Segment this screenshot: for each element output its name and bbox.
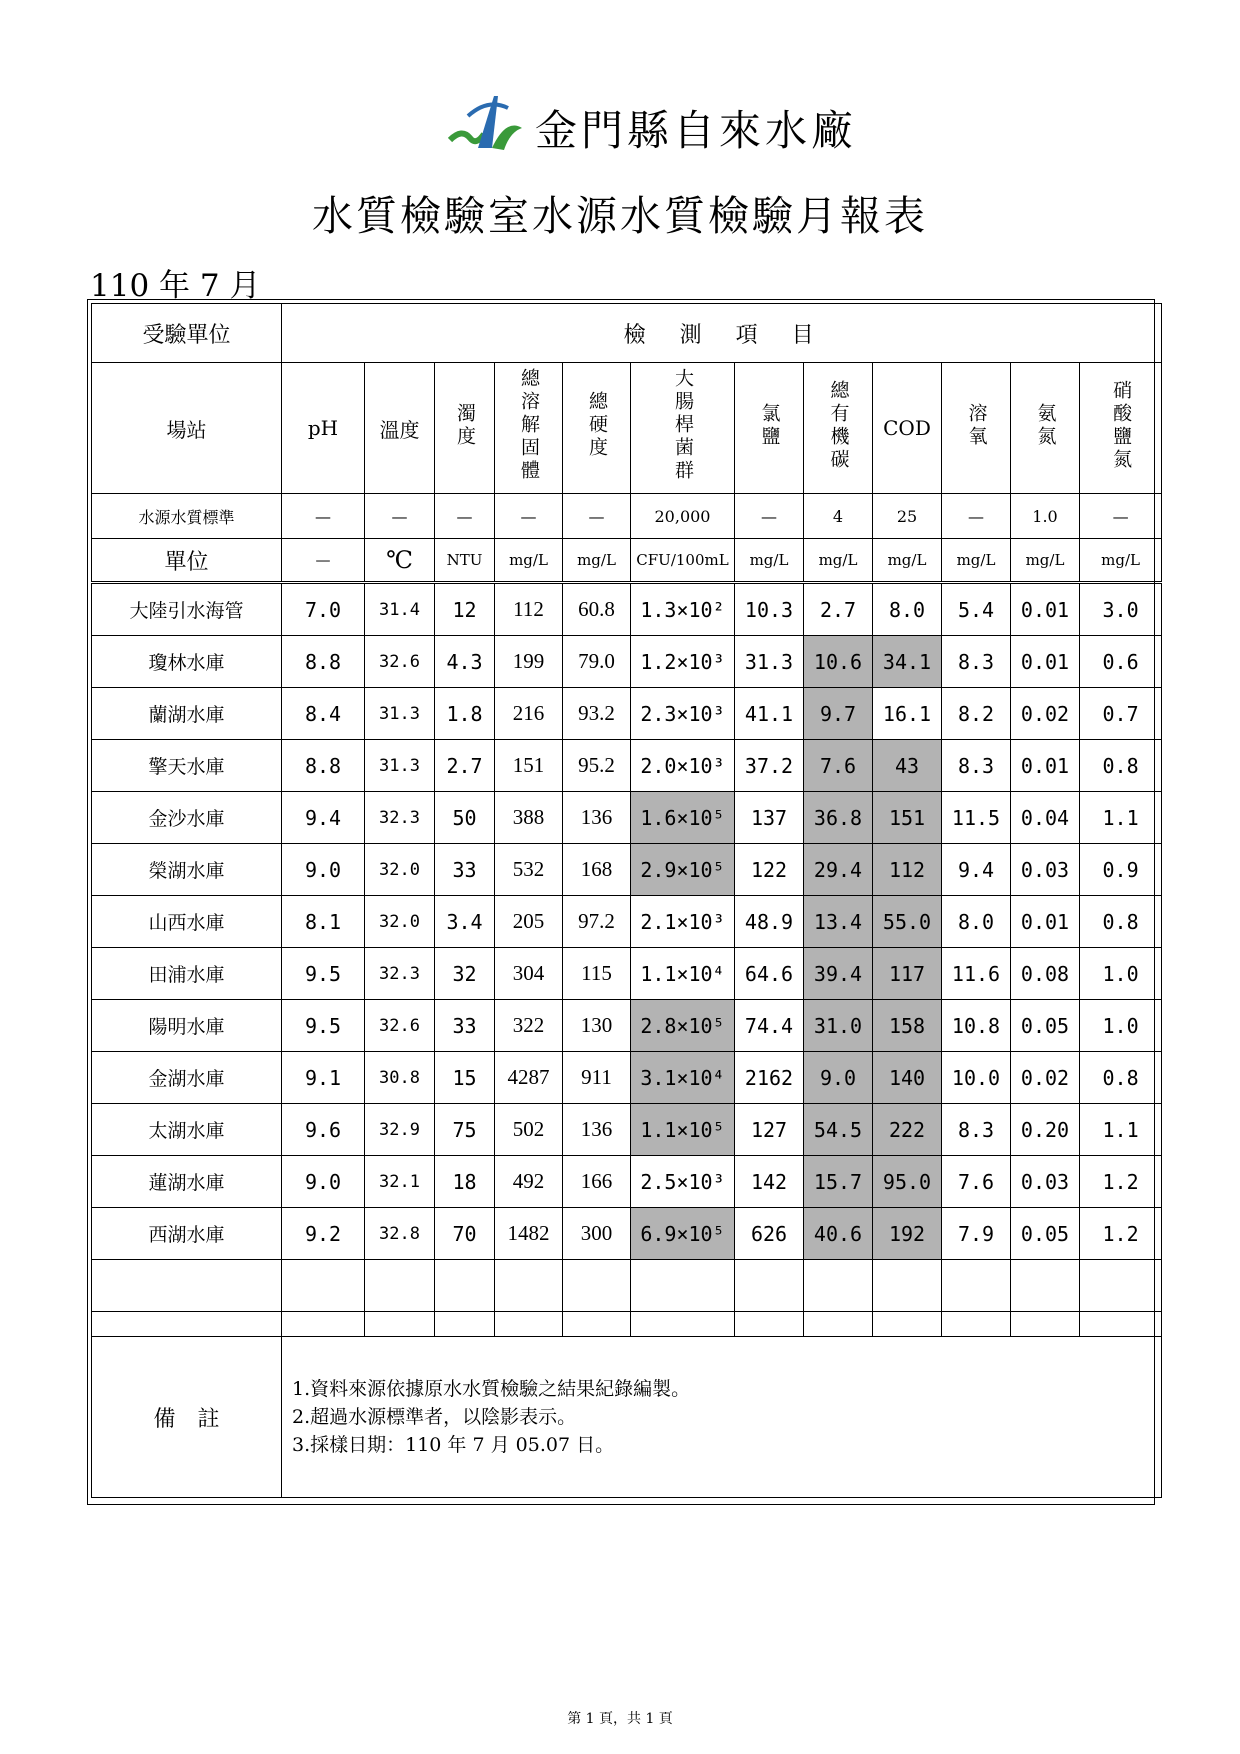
measurement-cell: 1.1	[1080, 792, 1162, 844]
unit-label: 受驗單位	[92, 304, 282, 363]
standard-label: 水源水質標準	[92, 494, 282, 539]
measurement-cell: 3.1×10⁴	[631, 1052, 735, 1104]
measurement-cell: 8.8	[282, 636, 365, 688]
site-name: 蓮湖水庫	[92, 1156, 282, 1208]
measurement-cell: 9.7	[804, 688, 873, 740]
table-row	[92, 1208, 1162, 1260]
column-header: pH	[282, 363, 365, 494]
measurement-cell: 10.3	[735, 583, 804, 636]
measurement-cell: 140	[873, 1052, 942, 1104]
measurement-cell: 1.6×10⁵	[631, 792, 735, 844]
measurement-cell: 388	[495, 792, 563, 844]
measurement-cell: 8.0	[942, 896, 1011, 948]
measurement-cell: 2.8×10⁵	[631, 1000, 735, 1052]
measurement-cell: 95.2	[563, 740, 631, 792]
measurement-cell: 8.8	[282, 740, 365, 792]
column-header: 總硬度	[563, 363, 631, 494]
measurement-cell: 322	[495, 1000, 563, 1052]
measurement-cell: 0.6	[1080, 636, 1162, 688]
measurement-cell: 75	[435, 1104, 495, 1156]
note-line: 3.採樣日期：110 年 7 月 05.07 日。	[292, 1434, 615, 1456]
measurement-cell: 54.5	[804, 1104, 873, 1156]
measurement-cell: 32.0	[365, 844, 435, 896]
measurement-cell: 10.0	[942, 1052, 1011, 1104]
measurement-cell: 1.2×10³	[631, 636, 735, 688]
measurement-cell: 9.2	[282, 1208, 365, 1260]
measurement-cell: 70	[435, 1208, 495, 1260]
measurement-cell: 8.2	[942, 688, 1011, 740]
empty-cell	[495, 1312, 563, 1337]
unit-value: NTU	[435, 539, 495, 583]
site-name: 瓊林水庫	[92, 636, 282, 688]
measurement-cell: 36.8	[804, 792, 873, 844]
empty-cell	[365, 1260, 435, 1312]
measurement-cell: 0.03	[1011, 1156, 1080, 1208]
site-name: 陽明水庫	[92, 1000, 282, 1052]
measurement-cell: 492	[495, 1156, 563, 1208]
measurement-cell: 55.0	[873, 896, 942, 948]
measurement-cell: 168	[563, 844, 631, 896]
empty-cell	[873, 1312, 942, 1337]
table-row	[92, 1104, 1162, 1156]
empty-cell	[282, 1312, 365, 1337]
empty-cell	[735, 1312, 804, 1337]
site-name: 山西水庫	[92, 896, 282, 948]
site-name: 擎天水庫	[92, 740, 282, 792]
page-footer: 第 1 頁，共 1 頁	[567, 1711, 673, 1727]
measurement-cell: 112	[873, 844, 942, 896]
standard-value: —	[735, 494, 804, 539]
measurement-cell: 2.3×10³	[631, 688, 735, 740]
measurement-cell: 3.4	[435, 896, 495, 948]
table-row	[92, 740, 1162, 792]
empty-cell	[563, 1312, 631, 1337]
measurement-cell: 7.0	[282, 583, 365, 636]
measurement-cell: 8.3	[942, 1104, 1011, 1156]
report-title: 水質檢驗室水源水質檢驗月報表	[312, 192, 928, 240]
measurement-cell: 9.6	[282, 1104, 365, 1156]
measurement-cell: 136	[563, 792, 631, 844]
note-line: 2.超過水源標準者，以陰影表示。	[292, 1406, 577, 1428]
measurement-cell: 532	[495, 844, 563, 896]
empty-cell	[495, 1260, 563, 1312]
column-header: 總有機碳	[804, 363, 873, 494]
unit-value: mg/L	[563, 539, 631, 583]
measurement-cell: 0.01	[1011, 896, 1080, 948]
unit-value: ℃	[365, 539, 435, 583]
measurement-cell: 137	[735, 792, 804, 844]
empty-cell	[1080, 1312, 1162, 1337]
site-name: 大陸引水海管	[92, 583, 282, 636]
empty-row	[92, 1312, 1162, 1337]
site-label: 場站	[92, 363, 282, 494]
empty-cell	[804, 1312, 873, 1337]
standard-value: —	[942, 494, 1011, 539]
measurement-cell: 205	[495, 896, 563, 948]
standard-value: —	[365, 494, 435, 539]
measurement-cell: 32.9	[365, 1104, 435, 1156]
empty-cell	[92, 1312, 282, 1337]
measurement-cell: 64.6	[735, 948, 804, 1000]
measurement-cell: 9.1	[282, 1052, 365, 1104]
measurement-cell: 304	[495, 948, 563, 1000]
column-header: 總溶解固體	[495, 363, 563, 494]
measurement-cell: 1.0	[1080, 1000, 1162, 1052]
notes-content	[282, 1337, 1162, 1498]
measurement-cell: 626	[735, 1208, 804, 1260]
measurement-cell: 0.7	[1080, 688, 1162, 740]
empty-cell	[1011, 1260, 1080, 1312]
table-row	[92, 1156, 1162, 1208]
water-quality-table	[91, 303, 1162, 1498]
standard-value: —	[495, 494, 563, 539]
column-header: 氨氮	[1011, 363, 1080, 494]
report-month: 110 年 7 月	[90, 268, 261, 304]
measurement-cell: 60.8	[563, 583, 631, 636]
measurement-cell: 30.8	[365, 1052, 435, 1104]
measurement-cell: 199	[495, 636, 563, 688]
measurement-cell: 4287	[495, 1052, 563, 1104]
measurement-cell: 32.1	[365, 1156, 435, 1208]
measurement-cell: 0.02	[1011, 688, 1080, 740]
measurement-cell: 0.04	[1011, 792, 1080, 844]
empty-cell	[1080, 1260, 1162, 1312]
measurement-cell: 33	[435, 844, 495, 896]
unit-value: mg/L	[942, 539, 1011, 583]
table-row	[92, 1052, 1162, 1104]
measurement-cell: 115	[563, 948, 631, 1000]
empty-cell	[435, 1260, 495, 1312]
table-row	[92, 1000, 1162, 1052]
measurement-cell: 32.3	[365, 948, 435, 1000]
column-header: 氯鹽	[735, 363, 804, 494]
note-line: 1.資料來源依據原水水質檢驗之結果紀錄編製。	[292, 1378, 691, 1400]
logo-text: 金門縣自來水廠	[535, 106, 858, 155]
measurement-cell: 122	[735, 844, 804, 896]
logo-mark-icon	[448, 88, 534, 160]
notes-row	[92, 1337, 1162, 1498]
column-header: 溶氧	[942, 363, 1011, 494]
measurement-cell: 1.2	[1080, 1208, 1162, 1260]
measurement-cell: 97.2	[563, 896, 631, 948]
measurement-cell: 3.0	[1080, 583, 1162, 636]
measurement-cell: 2.1×10³	[631, 896, 735, 948]
table-row	[92, 844, 1162, 896]
measurement-cell: 1.1×10⁵	[631, 1104, 735, 1156]
unit-value: CFU/100mL	[631, 539, 735, 583]
standard-value: —	[435, 494, 495, 539]
measurement-cell: 13.4	[804, 896, 873, 948]
standard-value: 20,000	[631, 494, 735, 539]
measurement-cell: 0.20	[1011, 1104, 1080, 1156]
measurement-cell: 0.05	[1011, 1208, 1080, 1260]
site-name: 蘭湖水庫	[92, 688, 282, 740]
measurement-cell: 0.01	[1011, 636, 1080, 688]
measurement-cell: 74.4	[735, 1000, 804, 1052]
empty-cell	[631, 1260, 735, 1312]
table-row	[92, 583, 1162, 636]
unit-value: mg/L	[735, 539, 804, 583]
measurement-cell: 1.8	[435, 688, 495, 740]
measurement-cell: 8.3	[942, 636, 1011, 688]
standard-value: 1.0	[1011, 494, 1080, 539]
site-name: 金湖水庫	[92, 1052, 282, 1104]
measurement-cell: 0.08	[1011, 948, 1080, 1000]
measurement-cell: 95.0	[873, 1156, 942, 1208]
measurement-cell: 4.3	[435, 636, 495, 688]
measurement-cell: 32.6	[365, 1000, 435, 1052]
measurement-cell: 1.2	[1080, 1156, 1162, 1208]
measurement-cell: 112	[495, 583, 563, 636]
measurement-cell: 31.4	[365, 583, 435, 636]
measurement-cell: 6.9×10⁵	[631, 1208, 735, 1260]
measurement-cell: 222	[873, 1104, 942, 1156]
measurement-cell: 11.6	[942, 948, 1011, 1000]
measurement-cell: 11.5	[942, 792, 1011, 844]
measurement-cell: 32.8	[365, 1208, 435, 1260]
standard-value: —	[1080, 494, 1162, 539]
measurement-cell: 31.3	[365, 740, 435, 792]
measurement-cell: 136	[563, 1104, 631, 1156]
measurement-cell: 142	[735, 1156, 804, 1208]
measurement-cell: 8.1	[282, 896, 365, 948]
empty-cell	[435, 1312, 495, 1337]
empty-cell	[873, 1260, 942, 1312]
notes-label: 備 註	[92, 1337, 282, 1498]
measurement-cell: 18	[435, 1156, 495, 1208]
empty-cell	[735, 1260, 804, 1312]
units-label: 單位	[92, 539, 282, 583]
measurement-cell: 37.2	[735, 740, 804, 792]
measurement-cell: 16.1	[873, 688, 942, 740]
measurement-cell: 8.3	[942, 740, 1011, 792]
measurement-cell: 0.01	[1011, 583, 1080, 636]
measurement-cell: 0.03	[1011, 844, 1080, 896]
measurement-cell: 31.0	[804, 1000, 873, 1052]
measurement-cell: 40.6	[804, 1208, 873, 1260]
measurement-cell: 48.9	[735, 896, 804, 948]
site-name: 榮湖水庫	[92, 844, 282, 896]
measurement-cell: 1.1	[1080, 1104, 1162, 1156]
site-name: 田浦水庫	[92, 948, 282, 1000]
table-row	[92, 896, 1162, 948]
measurement-cell: 9.4	[282, 792, 365, 844]
measurement-cell: 9.0	[282, 844, 365, 896]
measurement-cell: 300	[563, 1208, 631, 1260]
measurement-cell: 9.0	[804, 1052, 873, 1104]
table-row	[92, 792, 1162, 844]
measurement-cell: 15	[435, 1052, 495, 1104]
logo	[448, 88, 858, 160]
measurement-cell: 7.6	[804, 740, 873, 792]
unit-value: —	[282, 539, 365, 583]
table-row	[92, 636, 1162, 688]
unit-value: mg/L	[1011, 539, 1080, 583]
empty-cell	[631, 1312, 735, 1337]
measurement-cell: 158	[873, 1000, 942, 1052]
measurement-cell: 32.3	[365, 792, 435, 844]
table-row	[92, 948, 1162, 1000]
measurement-cell: 50	[435, 792, 495, 844]
measurement-cell: 32	[435, 948, 495, 1000]
measurement-cell: 2.9×10⁵	[631, 844, 735, 896]
measurement-cell: 31.3	[365, 688, 435, 740]
measurement-cell: 0.8	[1080, 1052, 1162, 1104]
standard-value: —	[563, 494, 631, 539]
measurement-cell: 10.8	[942, 1000, 1011, 1052]
measurement-cell: 0.01	[1011, 740, 1080, 792]
measurement-cell: 2.0×10³	[631, 740, 735, 792]
site-name: 太湖水庫	[92, 1104, 282, 1156]
unit-value: mg/L	[804, 539, 873, 583]
empty-cell	[282, 1260, 365, 1312]
measurement-cell: 2162	[735, 1052, 804, 1104]
measurement-cell: 192	[873, 1208, 942, 1260]
measurement-cell: 0.05	[1011, 1000, 1080, 1052]
measurement-cell: 34.1	[873, 636, 942, 688]
column-header: 大腸桿菌群	[631, 363, 735, 494]
site-name: 金沙水庫	[92, 792, 282, 844]
measurement-cell: 33	[435, 1000, 495, 1052]
measurement-cell: 7.6	[942, 1156, 1011, 1208]
empty-cell	[804, 1260, 873, 1312]
measurement-cell: 117	[873, 948, 942, 1000]
column-header: 硝酸鹽氮	[1080, 363, 1162, 494]
site-name: 西湖水庫	[92, 1208, 282, 1260]
measurement-cell: 127	[735, 1104, 804, 1156]
empty-cell	[1011, 1312, 1080, 1337]
measurement-cell: 8.0	[873, 583, 942, 636]
measurement-cell: 31.3	[735, 636, 804, 688]
empty-cell	[942, 1260, 1011, 1312]
measurement-cell: 1.1×10⁴	[631, 948, 735, 1000]
measurement-cell: 79.0	[563, 636, 631, 688]
column-header: 濁度	[435, 363, 495, 494]
measurement-cell: 502	[495, 1104, 563, 1156]
measurement-cell: 43	[873, 740, 942, 792]
measurement-cell: 0.9	[1080, 844, 1162, 896]
measurement-cell: 130	[563, 1000, 631, 1052]
unit-value: mg/L	[1080, 539, 1162, 583]
measurement-cell: 2.5×10³	[631, 1156, 735, 1208]
measurement-cell: 9.0	[282, 1156, 365, 1208]
measurement-cell: 41.1	[735, 688, 804, 740]
measurement-cell: 2.7	[804, 583, 873, 636]
measurement-cell: 151	[873, 792, 942, 844]
column-header: 溫度	[365, 363, 435, 494]
measurement-cell: 15.7	[804, 1156, 873, 1208]
measurement-cell: 0.8	[1080, 896, 1162, 948]
measurement-cell: 93.2	[563, 688, 631, 740]
measurement-cell: 8.4	[282, 688, 365, 740]
measurement-cell: 7.9	[942, 1208, 1011, 1260]
standard-value: 25	[873, 494, 942, 539]
measurement-cell: 1482	[495, 1208, 563, 1260]
measurement-cell: 9.5	[282, 1000, 365, 1052]
measurement-cell: 151	[495, 740, 563, 792]
measurement-cell: 39.4	[804, 948, 873, 1000]
standard-value: 4	[804, 494, 873, 539]
empty-cell	[942, 1312, 1011, 1337]
unit-value: mg/L	[495, 539, 563, 583]
table-row	[92, 688, 1162, 740]
column-header: COD	[873, 363, 942, 494]
measurement-cell: 32.0	[365, 896, 435, 948]
empty-row	[92, 1260, 1162, 1312]
measurement-cell: 216	[495, 688, 563, 740]
empty-cell	[365, 1312, 435, 1337]
measurement-cell: 0.02	[1011, 1052, 1080, 1104]
measurement-cell: 9.4	[942, 844, 1011, 896]
measurement-cell: 29.4	[804, 844, 873, 896]
measurement-cell: 2.7	[435, 740, 495, 792]
items-label: 檢 測 項 目	[282, 304, 1162, 363]
measurement-cell: 12	[435, 583, 495, 636]
measurement-cell: 10.6	[804, 636, 873, 688]
measurement-cell: 5.4	[942, 583, 1011, 636]
measurement-cell: 0.8	[1080, 740, 1162, 792]
measurement-cell: 1.3×10²	[631, 583, 735, 636]
measurement-cell: 1.0	[1080, 948, 1162, 1000]
measurement-cell: 9.5	[282, 948, 365, 1000]
empty-cell	[563, 1260, 631, 1312]
empty-cell	[92, 1260, 282, 1312]
unit-value: mg/L	[873, 539, 942, 583]
measurement-cell: 32.6	[365, 636, 435, 688]
standard-value: —	[282, 494, 365, 539]
measurement-cell: 911	[563, 1052, 631, 1104]
measurement-cell: 166	[563, 1156, 631, 1208]
